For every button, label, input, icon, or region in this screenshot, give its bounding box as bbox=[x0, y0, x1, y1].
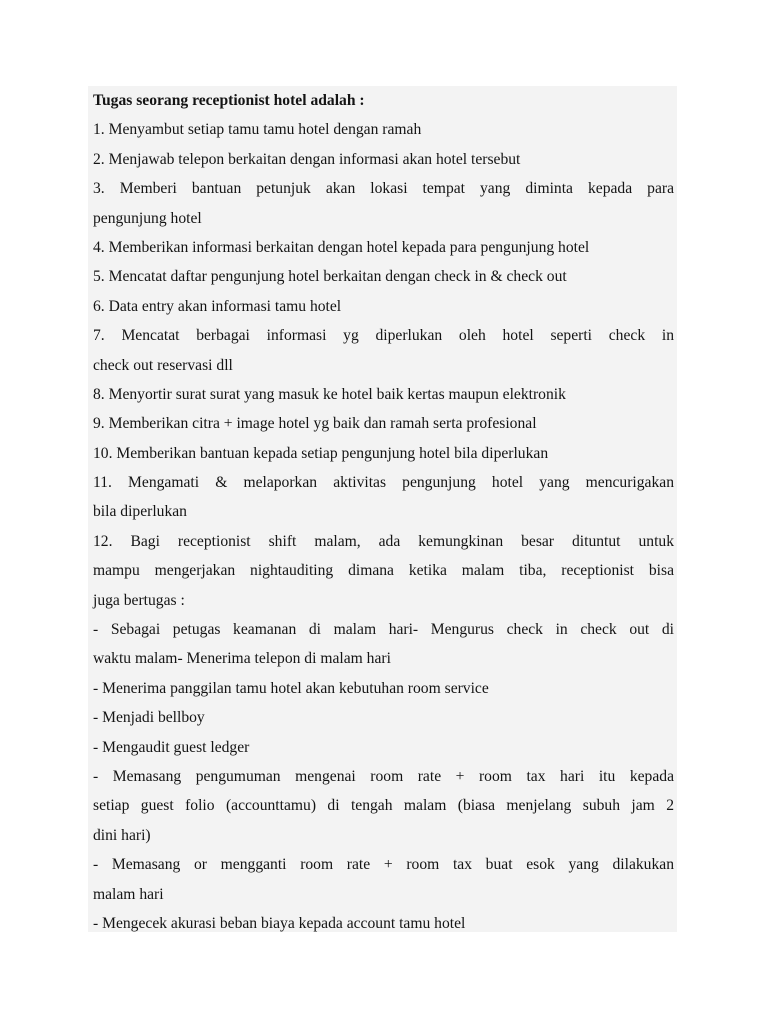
document-line: dini hari) bbox=[93, 826, 151, 844]
document-line: malam hari bbox=[93, 885, 164, 903]
document-line: - Memasang pengumuman mengenai room rate + room tax hari itu kepada bbox=[93, 767, 674, 785]
document-heading: Tugas seorang receptionist hotel adalah : bbox=[93, 92, 365, 109]
document-line: 8. Menyortir surat surat yang masuk ke hotel baik kertas maupun elektronik bbox=[93, 385, 566, 403]
document-line: 1. Menyambut setiap tamu tamu hotel dengan ramah bbox=[93, 121, 422, 139]
document-line: 5. Mencatat daftar pengunjung hotel berkaitan dengan check in & check out bbox=[93, 268, 567, 286]
document-line: - Mengaudit guest ledger bbox=[93, 738, 250, 756]
document-line: 2. Menjawab telepon berkaitan dengan informasi akan hotel tersebut bbox=[93, 150, 521, 168]
document-line: - Sebagai petugas keamanan di malam hari- Mengurus check in check out di bbox=[93, 621, 674, 639]
document-line: check out reservasi dll bbox=[93, 356, 233, 374]
document-line: - Mengecek akurasi beban biaya kepada account tamu hotel bbox=[93, 914, 466, 932]
document-line: 4. Memberikan informasi berkaitan dengan hotel kepada para pengunjung hotel bbox=[93, 238, 590, 256]
document-line: juga bertugas : bbox=[93, 591, 185, 609]
document-text-block bbox=[88, 86, 677, 932]
document-line: 6. Data entry akan informasi tamu hotel bbox=[93, 297, 342, 315]
document-line: 3. Memberi bantuan petunjuk akan lokasi tempat yang diminta kepada para bbox=[93, 180, 674, 198]
document-line: 12. Bagi receptionist shift malam, ada kemungkinan besar dituntut untuk bbox=[93, 532, 674, 550]
document-line: setiap guest folio (accounttamu) di tengah malam (biasa menjelang subuh jam 2 bbox=[93, 797, 674, 815]
document-line: 11. Mengamati & melaporkan aktivitas pengunjung hotel yang mencurigakan bbox=[93, 474, 674, 492]
document-line: pengunjung hotel bbox=[93, 209, 202, 227]
document-line: - Memasang or mengganti room rate + room tax buat esok yang dilakukan bbox=[93, 856, 674, 874]
document-line: - Menjadi bellboy bbox=[93, 709, 205, 727]
document-line: 9. Memberikan citra + image hotel yg baik dan ramah serta profesional bbox=[93, 415, 537, 433]
document-line: 10. Memberikan bantuan kepada setiap pengunjung hotel bila diperlukan bbox=[93, 444, 549, 462]
document-line: - Menerima panggilan tamu hotel akan kebutuhan room service bbox=[93, 679, 489, 697]
document-line: bila diperlukan bbox=[93, 503, 187, 521]
document-line: mampu mengerjakan nightauditing dimana ketika malam tiba, receptionist bisa bbox=[93, 562, 674, 580]
document-line: 7. Mencatat berbagai informasi yg diperlukan oleh hotel seperti check in bbox=[93, 327, 674, 345]
document-line: waktu malam- Menerima telepon di malam hari bbox=[93, 650, 391, 668]
